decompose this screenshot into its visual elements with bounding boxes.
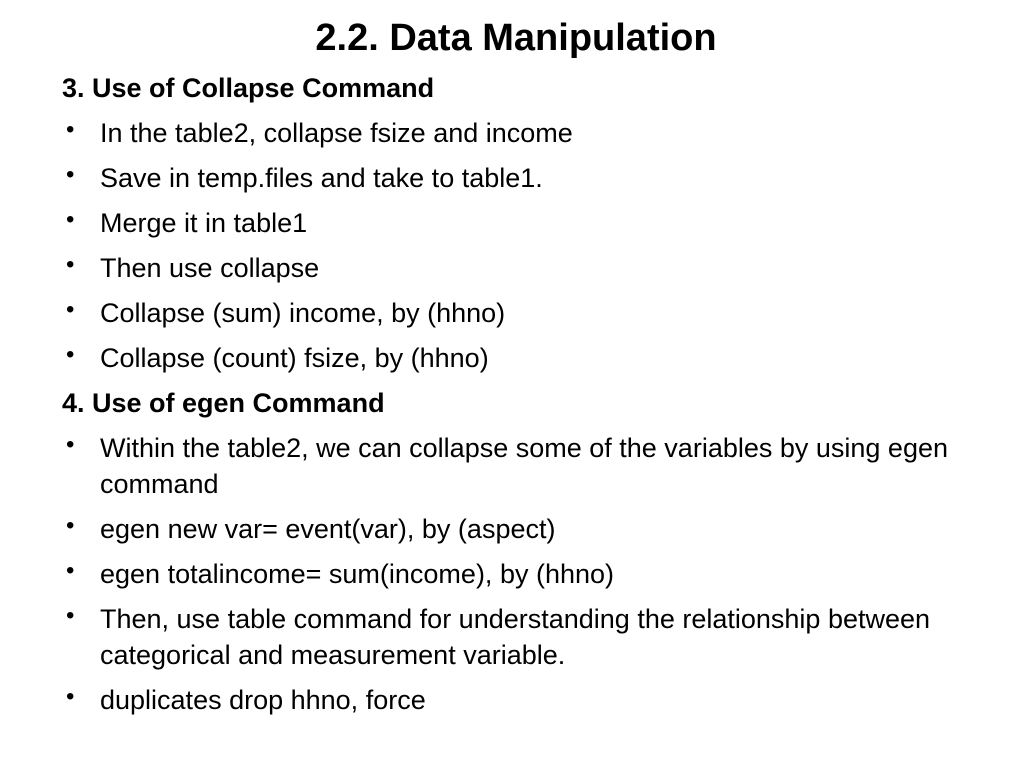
list-item bbox=[62, 601, 950, 673]
bullet-icon: • bbox=[66, 206, 75, 233]
section-heading-egen: 4. Use of egen Command bbox=[62, 388, 385, 418]
list-item-text: Then, use table command for understanding the relationship between categorical and measurement variable. bbox=[100, 604, 931, 670]
bullet-icon: • bbox=[66, 557, 75, 584]
list-item bbox=[62, 115, 950, 151]
list-item bbox=[62, 682, 950, 718]
list-item bbox=[62, 295, 950, 331]
slide-body bbox=[62, 70, 962, 727]
bullet-icon: • bbox=[66, 251, 75, 278]
bullet-icon: • bbox=[66, 602, 75, 629]
list-item-text: Collapse (count) fsize, by (hhno) bbox=[100, 343, 489, 373]
collapse-bullet-list bbox=[62, 115, 962, 376]
list-item-text: Save in temp.files and take to table1. bbox=[100, 163, 543, 193]
list-item bbox=[62, 340, 950, 376]
list-item bbox=[62, 556, 950, 592]
list-item-text: duplicates drop hhno, force bbox=[100, 685, 426, 715]
bullet-icon: • bbox=[66, 116, 75, 143]
list-item bbox=[62, 511, 950, 547]
list-item-text: Then use collapse bbox=[100, 253, 320, 283]
bullet-icon: • bbox=[66, 512, 75, 539]
list-item-text: egen totalincome= sum(income), by (hhno) bbox=[100, 559, 615, 589]
bullet-icon: • bbox=[66, 431, 75, 458]
list-item bbox=[62, 250, 950, 286]
list-item-text: In the table2, collapse fsize and income bbox=[100, 118, 573, 148]
list-item-text: Within the table2, we can collapse some of the variables by using egen command bbox=[100, 433, 948, 499]
list-item-text: Merge it in table1 bbox=[100, 208, 308, 238]
bullet-icon: • bbox=[66, 341, 75, 368]
list-item-text: egen new var= event(var), by (aspect) bbox=[100, 514, 556, 544]
list-item bbox=[62, 160, 950, 196]
list-item bbox=[62, 430, 950, 502]
section-heading-collapse: 3. Use of Collapse Command bbox=[62, 73, 435, 103]
egen-bullet-list bbox=[62, 430, 962, 718]
list-item bbox=[62, 205, 950, 241]
bullet-icon: • bbox=[66, 161, 75, 188]
slide-title: 2.2. Data Manipulation bbox=[315, 17, 717, 59]
list-item-text: Collapse (sum) income, by (hhno) bbox=[100, 298, 506, 328]
bullet-icon: • bbox=[66, 296, 75, 323]
bullet-icon: • bbox=[66, 683, 75, 710]
